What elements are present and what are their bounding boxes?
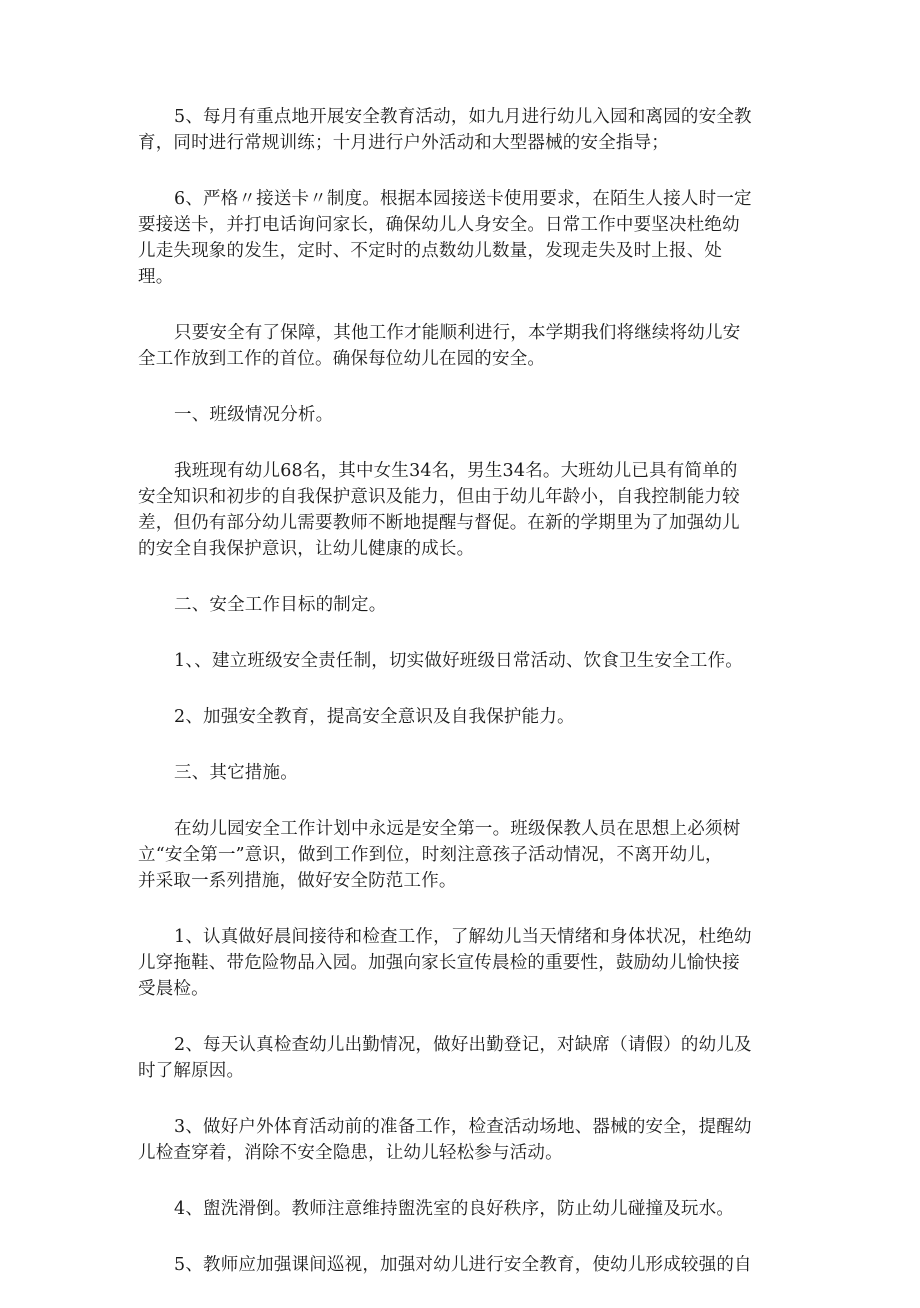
paragraph-line: 育，同时进行常规训练；十月进行户外活动和大型器械的安全指导； xyxy=(138,133,669,153)
section-heading-text: 二、安全工作目标的制定。 xyxy=(174,595,387,615)
paragraph-line: 受晨检。 xyxy=(138,979,209,999)
paragraph-line: 6、严格〃接送卡〃制度。根据本园接送卡使用要求，在陌生人接人时一定 xyxy=(174,189,752,209)
paragraph-line: 1、、建立班级安全责任制，切实做好班级日常活动、饮食卫生安全工作。 xyxy=(174,651,743,671)
paragraph-line: 只要安全有了保障，其他工作才能顺利进行，本学期我们将继续将幼儿安 xyxy=(174,323,741,343)
paragraph-line: 儿走失现象的发生，定时、不定时的点数幼儿数量，发现走失及时上报、处 xyxy=(138,241,723,261)
paragraph-line: 5、教师应加强课间巡视，加强对幼儿进行安全教育，使幼儿形成较强的自 xyxy=(174,1255,752,1275)
section-heading-safety-goals xyxy=(138,592,778,618)
document-page xyxy=(138,104,778,1308)
paragraph-line: 2、加强安全教育，提高安全意识及自我保护能力。 xyxy=(174,707,575,727)
paragraph-measure-5-patrol xyxy=(138,1252,778,1278)
paragraph-line: 3、做好户外体育活动前的准备工作，检查活动场地、器械的安全，提醒幼 xyxy=(174,1117,752,1137)
paragraph-line: 在幼儿园安全工作计划中永远是安全第一。班级保教人员在思想上必须树 xyxy=(174,819,741,839)
paragraph-line: 5、每月有重点地开展安全教育活动，如九月进行幼儿入园和离园的安全教 xyxy=(174,107,752,127)
section-heading-other-measures xyxy=(138,760,778,786)
paragraph-line: 安全知识和初步的自我保护意识及能力，但由于幼儿年龄小，自我控制能力较 xyxy=(138,487,740,507)
section-heading-text: 一、班级情况分析。 xyxy=(174,405,334,425)
paragraph-measure-1-morning-check xyxy=(138,924,778,1002)
paragraph-line: 立“安全第一”意识，做到工作到位，时刻注意孩子活动情况，不离开幼儿， xyxy=(138,845,723,865)
paragraph-safety-priority-summary xyxy=(138,320,778,372)
paragraph-line: 的安全自我保护意识，让幼儿健康的成长。 xyxy=(138,539,475,559)
section-heading-text: 三、其它措施。 xyxy=(174,763,298,783)
paragraph-goal-2-safety-education xyxy=(138,704,778,730)
paragraph-measure-3-outdoor-activities xyxy=(138,1114,778,1166)
paragraph-line: 儿穿拖鞋、带危险物品入园。加强向家长宣传晨检的重要性，鼓励幼儿愉快接 xyxy=(138,953,740,973)
paragraph-line: 我班现有幼儿68名，其中女生34名，男生34名。大班幼儿已具有简单的 xyxy=(174,461,738,481)
section-heading-class-analysis xyxy=(138,402,778,428)
paragraph-goal-1-responsibility-system xyxy=(138,648,778,674)
paragraph-item-6-pickup-card-system xyxy=(138,186,778,290)
paragraph-line: 差，但仍有部分幼儿需要教师不断地提醒与督促。在新的学期里为了加强幼儿 xyxy=(138,513,740,533)
paragraph-line: 要接送卡，并打电话询问家长，确保幼儿人身安全。日常工作中要坚决杜绝幼 xyxy=(138,215,740,235)
paragraph-line: 并采取一系列措施，做好安全防范工作。 xyxy=(138,871,457,891)
paragraph-item-5-monthly-safety-education xyxy=(138,104,778,156)
paragraph-line: 理。 xyxy=(138,267,174,287)
paragraph-safety-first-principle xyxy=(138,816,778,894)
paragraph-measure-2-attendance xyxy=(138,1032,778,1084)
paragraph-class-situation xyxy=(138,458,778,562)
paragraph-line: 4、盥洗滑倒。教师注意维持盥洗室的良好秩序，防止幼儿碰撞及玩水。 xyxy=(174,1199,735,1219)
paragraph-line: 1、认真做好晨间接待和检查工作，了解幼儿当天情绪和身体状况，杜绝幼 xyxy=(174,927,752,947)
paragraph-measure-4-washroom xyxy=(138,1196,778,1222)
paragraph-line: 时了解原因。 xyxy=(138,1061,245,1081)
paragraph-line: 儿检查穿着，消除不安全隐患，让幼儿轻松参与活动。 xyxy=(138,1143,563,1163)
paragraph-line: 2、每天认真检查幼儿出勤情况，做好出勤登记，对缺席（请假）的幼儿及 xyxy=(174,1035,752,1055)
paragraph-line: 全工作放到工作的首位。确保每位幼儿在园的安全。 xyxy=(138,349,546,369)
